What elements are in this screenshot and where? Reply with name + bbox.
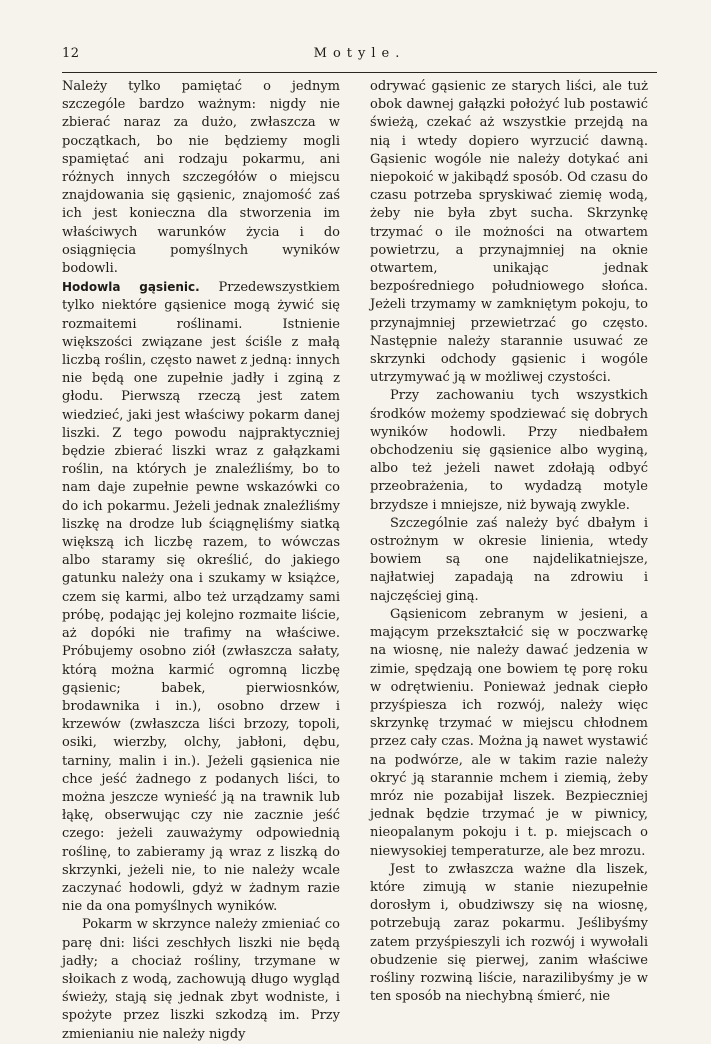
running-title: Motyle. — [313, 46, 406, 61]
paragraph: Gąsienicom zebranym w jesieni, a mającym przekształcić się w poczwarkę na wiosnę, nie należy dawać jedzenia w zimie, spędzają one bowiem tę porę roku w odrętwieniu. Ponieważ jednak ciepło przyśpiesza ich rozwój, należy więc skrzynkę trzymać w miejscu chłodnem przez cały czas. Można ją nawet wystawić na podwórze, ale w takim razie należy okryć ją starannie mchem i ziemią, żeby mróz nie pozabijał liszek. Bezpieczniej jednak będzie trzymać je w piwnicy, nieopalanym pokoju i t. p. miejscach o niewysokiej temperaturze, ale bez mrozu. — [370, 606, 648, 859]
paragraph: Pokarm w skrzynce należy zmieniać co parę dni: liści zeschłych liszki nie będą jadły; a chociaż rośliny, trzymane w słoikach z wodą, zachowują długo wygląd świeży, stają się jednak zbyt wodniste, i spożyte przez liszki szkodzą im. Przy zmienianiu nie należy nigdy — [62, 917, 340, 1042]
right-column — [370, 78, 648, 1006]
left-column — [62, 78, 340, 1044]
header-rule — [62, 72, 657, 73]
paragraph: Jest to zwłaszcza ważne dla liszek, które zimują w stanie niezupełnie dorosłym i, obudziwszy się na wiosnę, potrzebują zaraz pokarmu. Jeślibyśmy zatem przyśpieszyli ich rozwój i wywołali obudzenie się pierwej, zanim właściwe rośliny rozwiną liście, narazilibyśmy je w ten sposób na niechybną śmierć, nie — [370, 861, 648, 1005]
paragraph: Szczególnie zaś należy być dbałym i ostrożnym w okresie linienia, wtedy bowiem są one najdelikatniejsze, najłatwiej zapadają na zdrowiu i najczęściej giną. — [370, 515, 648, 604]
paragraph-hodowla — [62, 278, 340, 916]
paragraph: Należy tylko pamiętać o jednym szczególe bardzo ważnym: nigdy nie zbierać naraz za dużo, zwłaszcza w początkach, bo nie będziemy mogli spamiętać ani rodzaju pokarmu, ani różnych innych szczegółów o miejscu znajdowania się gąsienic, znajomość zaś ich jest konieczna dla stworzenia im właściwych warunków życia i do osiągnięcia pomyślnych wyników bodowli. — [62, 79, 340, 277]
page-number: 12 — [62, 46, 80, 61]
paragraph: odrywać gąsienic ze starych liści, ale tuż obok dawnej gałązki położyć lub postawić świeżą, czekać aż wszystkie przejdą na nią i wtedy dopiero wyrzucić dawną. Gąsienic wogóle nie należy dotykać ani niepokoić w jakibądź sposób. Od czasu do czasu potrzeba spryskiwać ziemię wodą, żeby nie była zbyt sucha. Skrzynkę trzymać o ile możności na otwartem powietrzu, a przynajmniej na oknie otwartem, unikając jednak bezpośredniego południowego słońca. Jeżeli trzymamy w zamkniętym pokoju, to przynajmniej przewietrzać go często. Następnie należy starannie usuwać ze skrzynki odchody gąsienic i wogóle utrzymywać ją w możliwej czystości. — [370, 79, 648, 386]
paragraph-body: Przedewszystkiem tylko niektóre gąsienice mogą żywić się rozmaitemi roślinami. Istnienie większości związane jest ściśle z małą liczbą roślin, często nawet z jedną: innych nie będą one zupełnie jadły i zginą z głodu. Pierwszą rzeczą jest zatem wiedzieć, jaki jest właściwy pokarm danej liszki. Z tego powodu najpraktyczniej będzie zbierać liszki wraz z gałązkami roślin, na których je znaleźliśmy, bo to nam daje zupełnie pewne wskazówki co do ich pokarmu. Jeżeli jednak znaleźliśmy liszkę na drodze lub ściągnęliśmy siatką większą ich liczbę razem, to wówczas albo staramy się określić, do jakiego gatunku należy ona i szukamy w książce, czem się karmi, albo też urządzamy sami próbę, podając jej kolejno rozmaite liście, aż dopóki nie trafimy na właściwe. Próbujemy osobno ziół (zwłaszcza sałaty, którą można karmić ogromną liczbę gąsienic; babek, pierwiosnków, brodawnika i in.), osobno drzew i krzewów (zwłaszcza liści brzozy, topoli, osiki, wierzby, olchy, jabłoni, dębu, tarniny, malin i in.). Jeżeli gąsienica nie chce jeść żadnego z podanych liści, to można jeszcze wynieść ją na trawnik lub łąkę, obserwując czy nie zacznie jeść czego: jeżeli zauważymy odpowiednią roślinę, to zabieramy ją wraz z liszką do skrzynki, jeżeli nie, to nie należy wcale zaczynać hodowli, gdyż w żadnym razie nie da ona pomyślnych wyników. — [62, 280, 340, 915]
paragraph: Przy zachowaniu tych wszystkich środków możemy spodziewać się dobrych wyników hodowli. Przy niedbałem obchodzeniu się gąsienice albo wyginą, albo też jeżeli nawet zdołają odbyć przeobrażenia, to wydadzą motyle brzydsze i mniejsze, niż bywają zwykle. — [370, 388, 648, 513]
section-heading: Hodowla gąsienic. — [62, 280, 200, 295]
page-header — [62, 46, 657, 70]
